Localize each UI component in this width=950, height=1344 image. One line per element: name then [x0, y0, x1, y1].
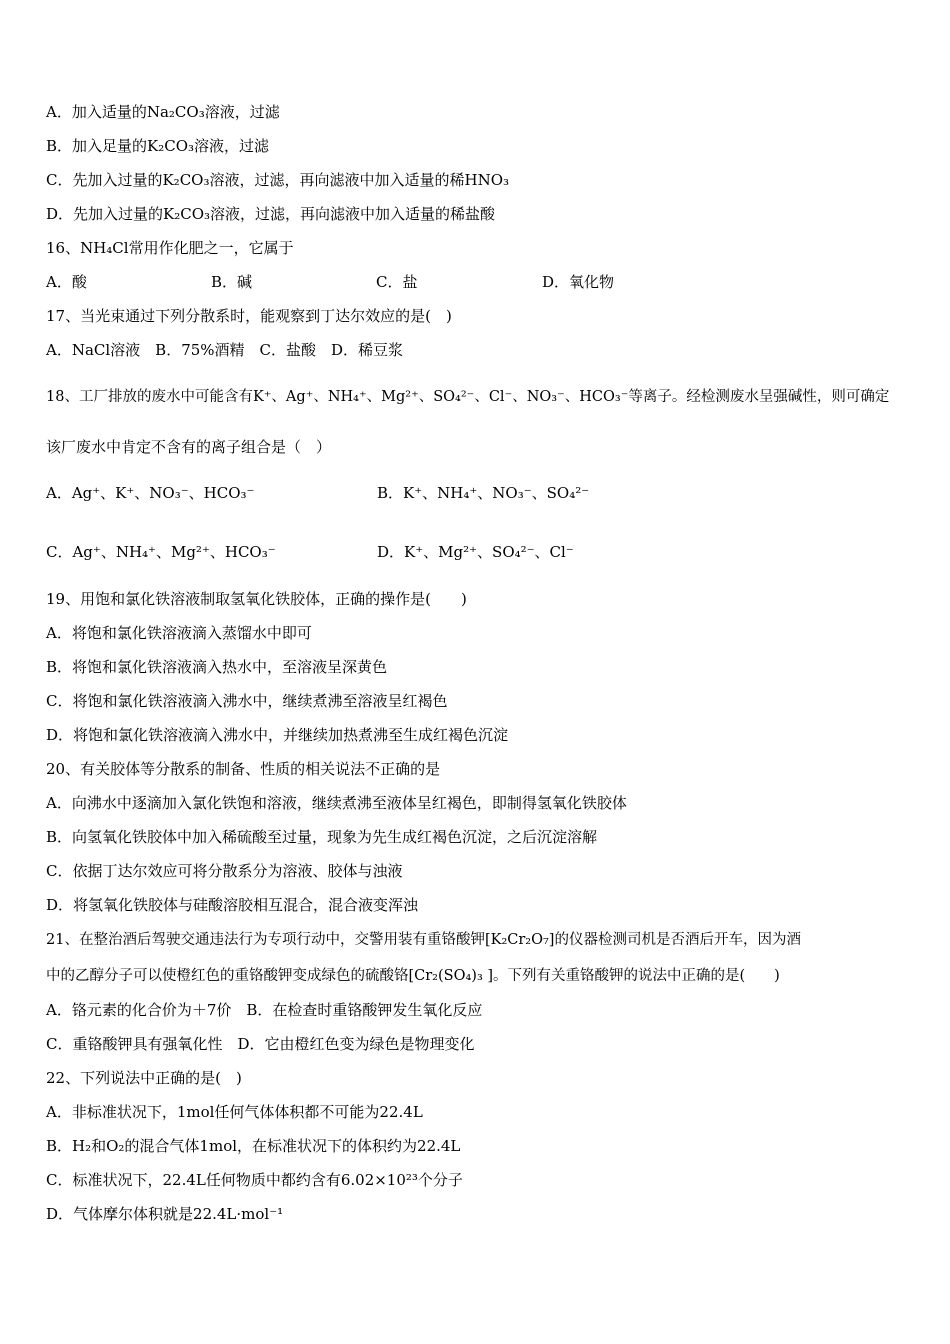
q21-options-ab: A．铬元素的化合价为＋7价 B．在检查时重铬酸钾发生氧化反应 [46, 1001, 483, 1019]
q21-options-cd: C．重铬酸钾具有强氧化性 D．它由橙红色变为绿色是物理变化 [46, 1035, 475, 1053]
q21-stem-line1: 21、在整治酒后驾驶交通违法行为专项行动中，交警用装有重铬酸钾[K₂Cr₂O₇]的仪器检测司机是否酒后开车，因为酒 [46, 932, 801, 948]
q16-option-b: B．碱 [211, 273, 253, 291]
q18-option-d: D．K⁺、Mg²⁺、SO₄²⁻、Cl⁻ [377, 543, 574, 561]
q20-option-a: A．向沸水中逐滴加入氯化铁饱和溶液，继续煮沸至液体呈红褐色，即制得氢氧化铁胶体 [46, 794, 627, 812]
q20-option-c: C．依据丁达尔效应可将分散系分为溶液、胶体与浊液 [46, 862, 403, 880]
q18-option-b: B．K⁺、NH₄⁺、NO₃⁻、SO₄²⁻ [377, 484, 590, 502]
q21-stem-line2: 中的乙醇分子可以使橙红色的重铬酸钾变成绿色的硫酸铬[Cr₂(SO₄)₃ ]。下列有关重铬酸钾的说法中正确的是( ) [46, 968, 780, 984]
q19-option-d: D．将饱和氯化铁溶液滴入沸水中，并继续加热煮沸至生成红褐色沉淀 [46, 726, 509, 744]
q19-option-c: C．将饱和氯化铁溶液滴入沸水中，继续煮沸至溶液呈红褐色 [46, 692, 448, 710]
q15-option-d: D．先加入过量的K₂CO₃溶液，过滤，再向滤液中加入适量的稀盐酸 [46, 205, 496, 223]
q18-options-row2 [46, 542, 746, 562]
q22-option-c: C．标准状况下，22.4L任何物质中都约含有6.02×10²³个分子 [46, 1171, 463, 1189]
q20-stem: 20、有关胶体等分散系的制备、性质的相关说法不正确的是 [46, 760, 441, 778]
q16-stem: 16、NH₄Cl常用作化肥之一，它属于 [46, 239, 294, 257]
q22-option-a: A．非标准状况下，1mol任何气体体积都不可能为22.4L [46, 1103, 423, 1121]
q22-option-d: D．气体摩尔体积就是22.4L·mol⁻¹ [46, 1205, 284, 1223]
q17-options: A．NaCl溶液 B．75%酒精 C．盐酸 D．稀豆浆 [46, 341, 404, 359]
q18-stem-line1: 18、工厂排放的废水中可能含有K⁺、Ag⁺、NH₄⁺、Mg²⁺、SO₄²⁻、Cl⁻、NO₃⁻、HCO₃⁻等离子。经检测废水呈强碱性，则可确定 [46, 389, 890, 405]
q16-option-d: D．氧化物 [542, 273, 615, 291]
q18-option-a: A．Ag⁺、K⁺、NO₃⁻、HCO₃⁻ [46, 484, 255, 502]
q18-option-c: C．Ag⁺、NH₄⁺、Mg²⁺、HCO₃⁻ [46, 543, 276, 561]
q16-option-a: A．酸 [46, 273, 87, 291]
q19-option-b: B．将饱和氯化铁溶液滴入热水中，至溶液呈深黄色 [46, 658, 388, 676]
q22-option-b: B．H₂和O₂的混合气体1mol，在标准状况下的体积约为22.4L [46, 1137, 461, 1155]
q18-stem-line2: 该厂废水中肯定不含有的离子组合是（ ） [46, 438, 332, 456]
q16-options [46, 272, 746, 292]
q15-option-c: C．先加入过量的K₂CO₃溶液，过滤，再向滤液中加入适量的稀HNO₃ [46, 171, 510, 189]
q16-option-c: C．盐 [376, 273, 418, 291]
q18-options-row1 [46, 483, 746, 503]
q19-option-a: A．将饱和氯化铁溶液滴入蒸馏水中即可 [46, 624, 312, 642]
q20-option-b: B．向氢氧化铁胶体中加入稀硫酸至过量，现象为先生成红褐色沉淀，之后沉淀溶解 [46, 828, 598, 846]
q17-stem: 17、当光束通过下列分散系时，能观察到丁达尔效应的是( ) [46, 307, 452, 325]
q19-stem: 19、用饱和氯化铁溶液制取氢氧化铁胶体，正确的操作是( ) [46, 590, 467, 608]
q15-option-b: B．加入足量的K₂CO₃溶液，过滤 [46, 137, 270, 155]
q22-stem: 22、下列说法中正确的是( ) [46, 1069, 242, 1087]
q15-option-a: A．加入适量的Na₂CO₃溶液，过滤 [46, 103, 280, 121]
q20-option-d: D．将氢氧化铁胶体与硅酸溶胶相互混合，混合液变浑浊 [46, 896, 419, 914]
